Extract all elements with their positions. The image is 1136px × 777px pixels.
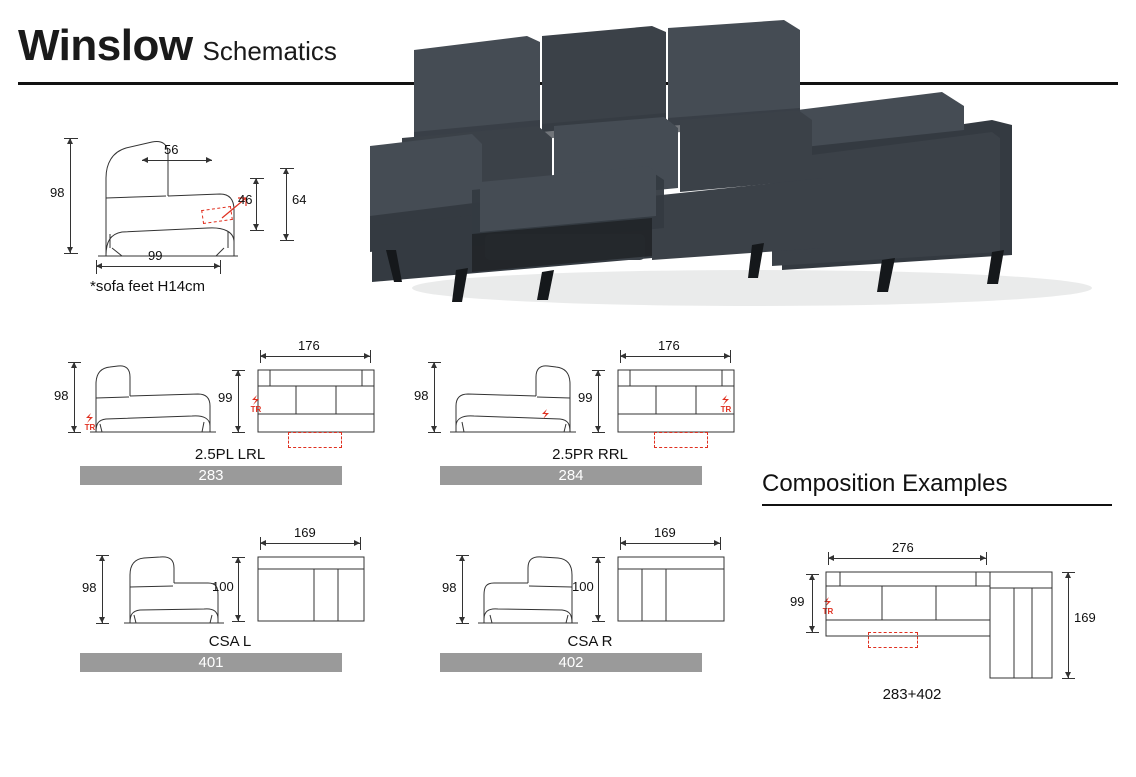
- page-title: Winslow: [18, 21, 193, 70]
- tick: [986, 552, 987, 565]
- dim-line-m2-side-height: [434, 362, 435, 432]
- tick: [232, 432, 245, 433]
- tick: [64, 138, 78, 139]
- module-283: [54, 338, 350, 484]
- composition-title: Composition Examples: [762, 470, 1008, 497]
- dim-total-depth: 99: [148, 248, 163, 263]
- dim-line-comp-depth-right: [1068, 572, 1069, 678]
- product-photo: [352, 20, 1112, 310]
- tr-badge-m1-side: TR: [84, 423, 96, 432]
- tick: [68, 432, 81, 433]
- composition-label: 283+402: [882, 686, 942, 703]
- dim-m2-front-height: 99: [578, 390, 593, 405]
- tick: [68, 362, 81, 363]
- module-284: [414, 338, 732, 484]
- dim-m4-width: 169: [654, 525, 676, 540]
- tick: [232, 557, 245, 558]
- feet-note: *sofa feet H14cm: [90, 278, 206, 295]
- tick: [232, 621, 245, 622]
- dim-line-total-depth: [96, 266, 220, 267]
- dim-line-m3-front-height: [238, 557, 239, 621]
- tick: [220, 260, 221, 274]
- tick: [370, 350, 371, 363]
- dim-line-m3-width: [260, 543, 360, 544]
- tick: [828, 552, 829, 565]
- tick: [806, 574, 819, 575]
- module-401: [60, 525, 350, 671]
- dim-m2-side-height: 98: [414, 388, 429, 403]
- dim-m1-side-height: 98: [54, 388, 69, 403]
- tr-badge-m1-front: TR: [250, 405, 262, 414]
- tick: [592, 370, 605, 371]
- dim-line-recliner-large: [286, 168, 287, 240]
- dim-line-height: [70, 138, 71, 253]
- tick: [1062, 678, 1075, 679]
- tick: [620, 350, 621, 363]
- dim-line-comp-width: [828, 558, 986, 559]
- tick: [96, 555, 109, 556]
- dim-comp-height-left: 99: [790, 594, 805, 609]
- tick: [250, 230, 264, 231]
- dim-recliner-small: 46: [238, 192, 253, 207]
- tick: [232, 370, 245, 371]
- tick: [64, 253, 78, 254]
- dim-line-m4-side-height: [462, 555, 463, 623]
- module-code-283: 283: [80, 466, 342, 485]
- tick: [360, 537, 361, 550]
- tick: [592, 432, 605, 433]
- dim-side-height: 98: [50, 185, 65, 200]
- module-402: [420, 525, 710, 671]
- dim-line-m3-side-height: [102, 555, 103, 623]
- composition-recliner-marker: [868, 632, 918, 648]
- tick: [456, 555, 469, 556]
- page-subtitle: Schematics: [202, 36, 337, 66]
- module-name-283: 2.5PL LRL: [194, 446, 266, 463]
- tick: [260, 537, 261, 550]
- tick: [428, 362, 441, 363]
- module-name-284: 2.5PR RRL: [552, 446, 628, 463]
- dim-comp-width: 276: [892, 540, 914, 555]
- dim-line-recliner-small: [256, 178, 257, 230]
- tick: [428, 432, 441, 433]
- tick: [720, 537, 721, 550]
- dim-line-m1-width: [260, 356, 370, 357]
- tick: [592, 557, 605, 558]
- tick: [260, 350, 261, 363]
- tr-badge-composition: TR: [822, 607, 834, 616]
- tick: [250, 178, 264, 179]
- dim-line-m4-front-height: [598, 557, 599, 621]
- dim-m1-front-height: 99: [218, 390, 233, 405]
- dim-comp-depth-right: 169: [1074, 610, 1096, 625]
- tick: [620, 537, 621, 550]
- module-code-401: 401: [80, 653, 342, 672]
- dim-seat-depth: 56: [164, 142, 179, 157]
- dim-m1-width: 176: [298, 338, 320, 353]
- composition-divider: [762, 504, 1112, 506]
- module-name-401: CSA L: [208, 633, 252, 650]
- dim-recliner-large: 64: [292, 192, 307, 207]
- dim-line-m1-front-height: [238, 370, 239, 432]
- dim-m4-side-height: 98: [442, 580, 457, 595]
- dim-line-m2-front-height: [598, 370, 599, 432]
- dim-m3-side-height: 98: [82, 580, 97, 595]
- side-view-schematic: [50, 130, 310, 300]
- dim-line-m4-width: [620, 543, 720, 544]
- tick: [592, 621, 605, 622]
- tr-badge-m2-front: TR: [720, 405, 732, 414]
- tick: [280, 240, 294, 241]
- dim-line-m2-width: [620, 356, 730, 357]
- dim-m3-front-height: 100: [212, 579, 234, 594]
- module-name-402: CSA R: [567, 633, 613, 650]
- dim-m2-width: 176: [658, 338, 680, 353]
- tick: [806, 632, 819, 633]
- tick: [456, 623, 469, 624]
- tick: [96, 623, 109, 624]
- tick: [96, 260, 97, 274]
- dim-line-comp-height-left: [812, 574, 813, 632]
- dim-m4-front-height: 100: [572, 579, 594, 594]
- module-code-284: 284: [440, 466, 702, 485]
- dim-m3-width: 169: [294, 525, 316, 540]
- dim-line-seat-depth: [142, 160, 212, 161]
- tick: [280, 168, 294, 169]
- module-code-402: 402: [440, 653, 702, 672]
- dim-line-m1-side-height: [74, 362, 75, 432]
- composition-examples: [762, 470, 1112, 710]
- tick: [1062, 572, 1075, 573]
- tick: [730, 350, 731, 363]
